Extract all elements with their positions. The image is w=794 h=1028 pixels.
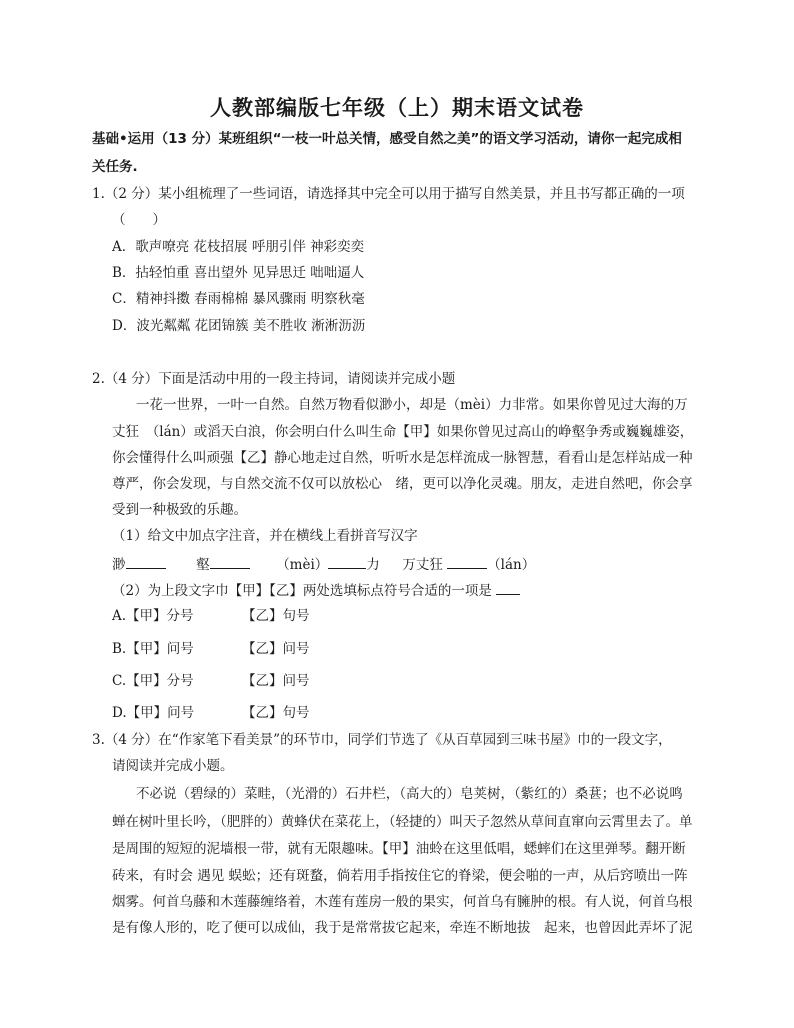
- intro-line-1: 基础•运用（13 分）某班组织“一枝一叶总关情，感受自然之美”的语文学习活动，请你一起完成相: [92, 131, 682, 147]
- q1-paren: （ ）: [112, 212, 166, 228]
- blank-label: 万丈狂: [402, 557, 443, 573]
- q3-passage-line: 蝉在树叶里长吟，（肥胖的）黄蜂伏在菜花上，（轻捷的）叫天子忽然从草间直窜向云霄里去了。单: [112, 814, 693, 830]
- answer-blank[interactable]: [126, 554, 166, 569]
- q1-option-d: D．波光粼粼 花团锦簇 美不胜收 淅淅沥沥: [112, 318, 366, 334]
- blank-label: 力: [366, 557, 380, 573]
- option-label: D.【甲】问号: [112, 705, 195, 721]
- q1-option-c: C．精神抖擞 春雨棉棉 暴风骤雨 明察秋毫: [112, 291, 365, 307]
- q2-option-a: [112, 607, 310, 625]
- q2-sub2: [112, 580, 520, 600]
- answer-blank[interactable]: [496, 580, 520, 595]
- q2-passage-line: 受到一种极致的乐趣。: [112, 502, 247, 518]
- q2-option-c: [112, 672, 310, 690]
- q2-sub2-text: （2）为上段文字巾【甲】【乙】两处选填标点符号合适的一项是: [112, 583, 492, 599]
- answer-blank[interactable]: [210, 554, 250, 569]
- option-second: 【乙】句号: [242, 608, 310, 624]
- blank-label: （mèi）: [276, 557, 329, 573]
- q3-stem-2: 请阅读并完成小题。: [112, 758, 234, 774]
- option-second: 【乙】问号: [242, 673, 310, 689]
- page-title: 人教部编版七年级（上）期末语文试卷: [210, 96, 584, 120]
- q3-passage-line: 是有像人形的，吃了便可以成仙，我于是常常拔它起来，牵连不断地拔 起来，也曾因此弄坏了泥: [112, 920, 693, 936]
- q3-passage-line: 砖来，有时会 遇见 蜈蚣；还有斑蝥，倘若用手指按住它的脊梁，便会啪的一声，从后窍喷出一阵: [112, 868, 688, 884]
- q3-passage-line: 烟雾。何首乌藤和木莲藤缠络着，木莲有莲房一般的果实，何首乌有臃肿的根。有人说，何首乌根: [112, 894, 693, 910]
- q2-sub1-blanks: [112, 554, 535, 574]
- q2-passage-line: 丈狂 （lán）或滔天白浪，你会明白什么叫生命【甲】如果你曾见过高山的峥壑争秀或巍巍雄姿，: [112, 424, 694, 440]
- q2-stem: 2.（4 分）下面是活动中用的一段主持词，请阅读并完成小题: [92, 371, 456, 387]
- q2-passage-line: 你会懂得什么叫顽强【乙】静心地走过自然，听听水是怎样流成一脉智慧，看看山是怎样站成一种: [112, 450, 693, 466]
- q2-sub1: （1）给文中加点字注音，并在横线上看拼音写汉字: [112, 528, 418, 544]
- q2-option-b: [112, 640, 310, 658]
- blank-label: （lán）: [487, 557, 536, 573]
- option-label: B.【甲】问号: [112, 641, 194, 657]
- option-label: A.【甲】分号: [112, 608, 194, 624]
- q3-passage-line: 不必说（碧绿的）菜畦，（光滑的）石井栏，（高大的）皂荚树，（紫红的）桑葚；也不必说鸣: [136, 786, 683, 802]
- q2-passage-line: 一花一世界，一叶一自然。自然万物看似渺小，却是（mèi）力非常。如果你曾见过大海的万: [136, 397, 688, 413]
- blank-label: 壑: [196, 557, 210, 573]
- answer-blank[interactable]: [328, 554, 366, 569]
- option-second: 【乙】句号: [242, 705, 310, 721]
- q2-option-d: [112, 704, 310, 722]
- q3-passage-line: 是周围的短短的泥墙根一带，就有无限趣味。【甲】油蛉在这里低唱，蟋蟀们在这里弹琴。翻开断: [112, 841, 686, 857]
- q2-passage-line: 尊严，你会发现，与自然交流不仅可以放松心 绪，更可以净化灵魂。朋友，走进自然吧，你会享: [112, 476, 693, 492]
- q1-option-a: A．歌声嘹亮 花枝招展 呼朋引伴 神彩奕奕: [112, 239, 365, 255]
- blank-label: 渺: [112, 557, 126, 573]
- answer-blank[interactable]: [447, 554, 487, 569]
- option-label: C.【甲】分号: [112, 673, 194, 689]
- intro-line-2: 关任务.: [92, 159, 138, 175]
- q1-stem: 1.（2 分）某小组梳理了一些词语，请选择其中完全可以用于描写自然美景，并且书写都正确的一项: [92, 186, 685, 202]
- option-second: 【乙】问号: [242, 641, 310, 657]
- q1-option-b: B．拈轻怕重 喜出望外 见异思迁 咄咄逼人: [112, 265, 365, 281]
- q3-stem-1: 3.（4 分）在“作家笔下看美景”的环节巾，同学们节选了《从百草园到三味书屋》巾的一段文字，: [92, 732, 672, 748]
